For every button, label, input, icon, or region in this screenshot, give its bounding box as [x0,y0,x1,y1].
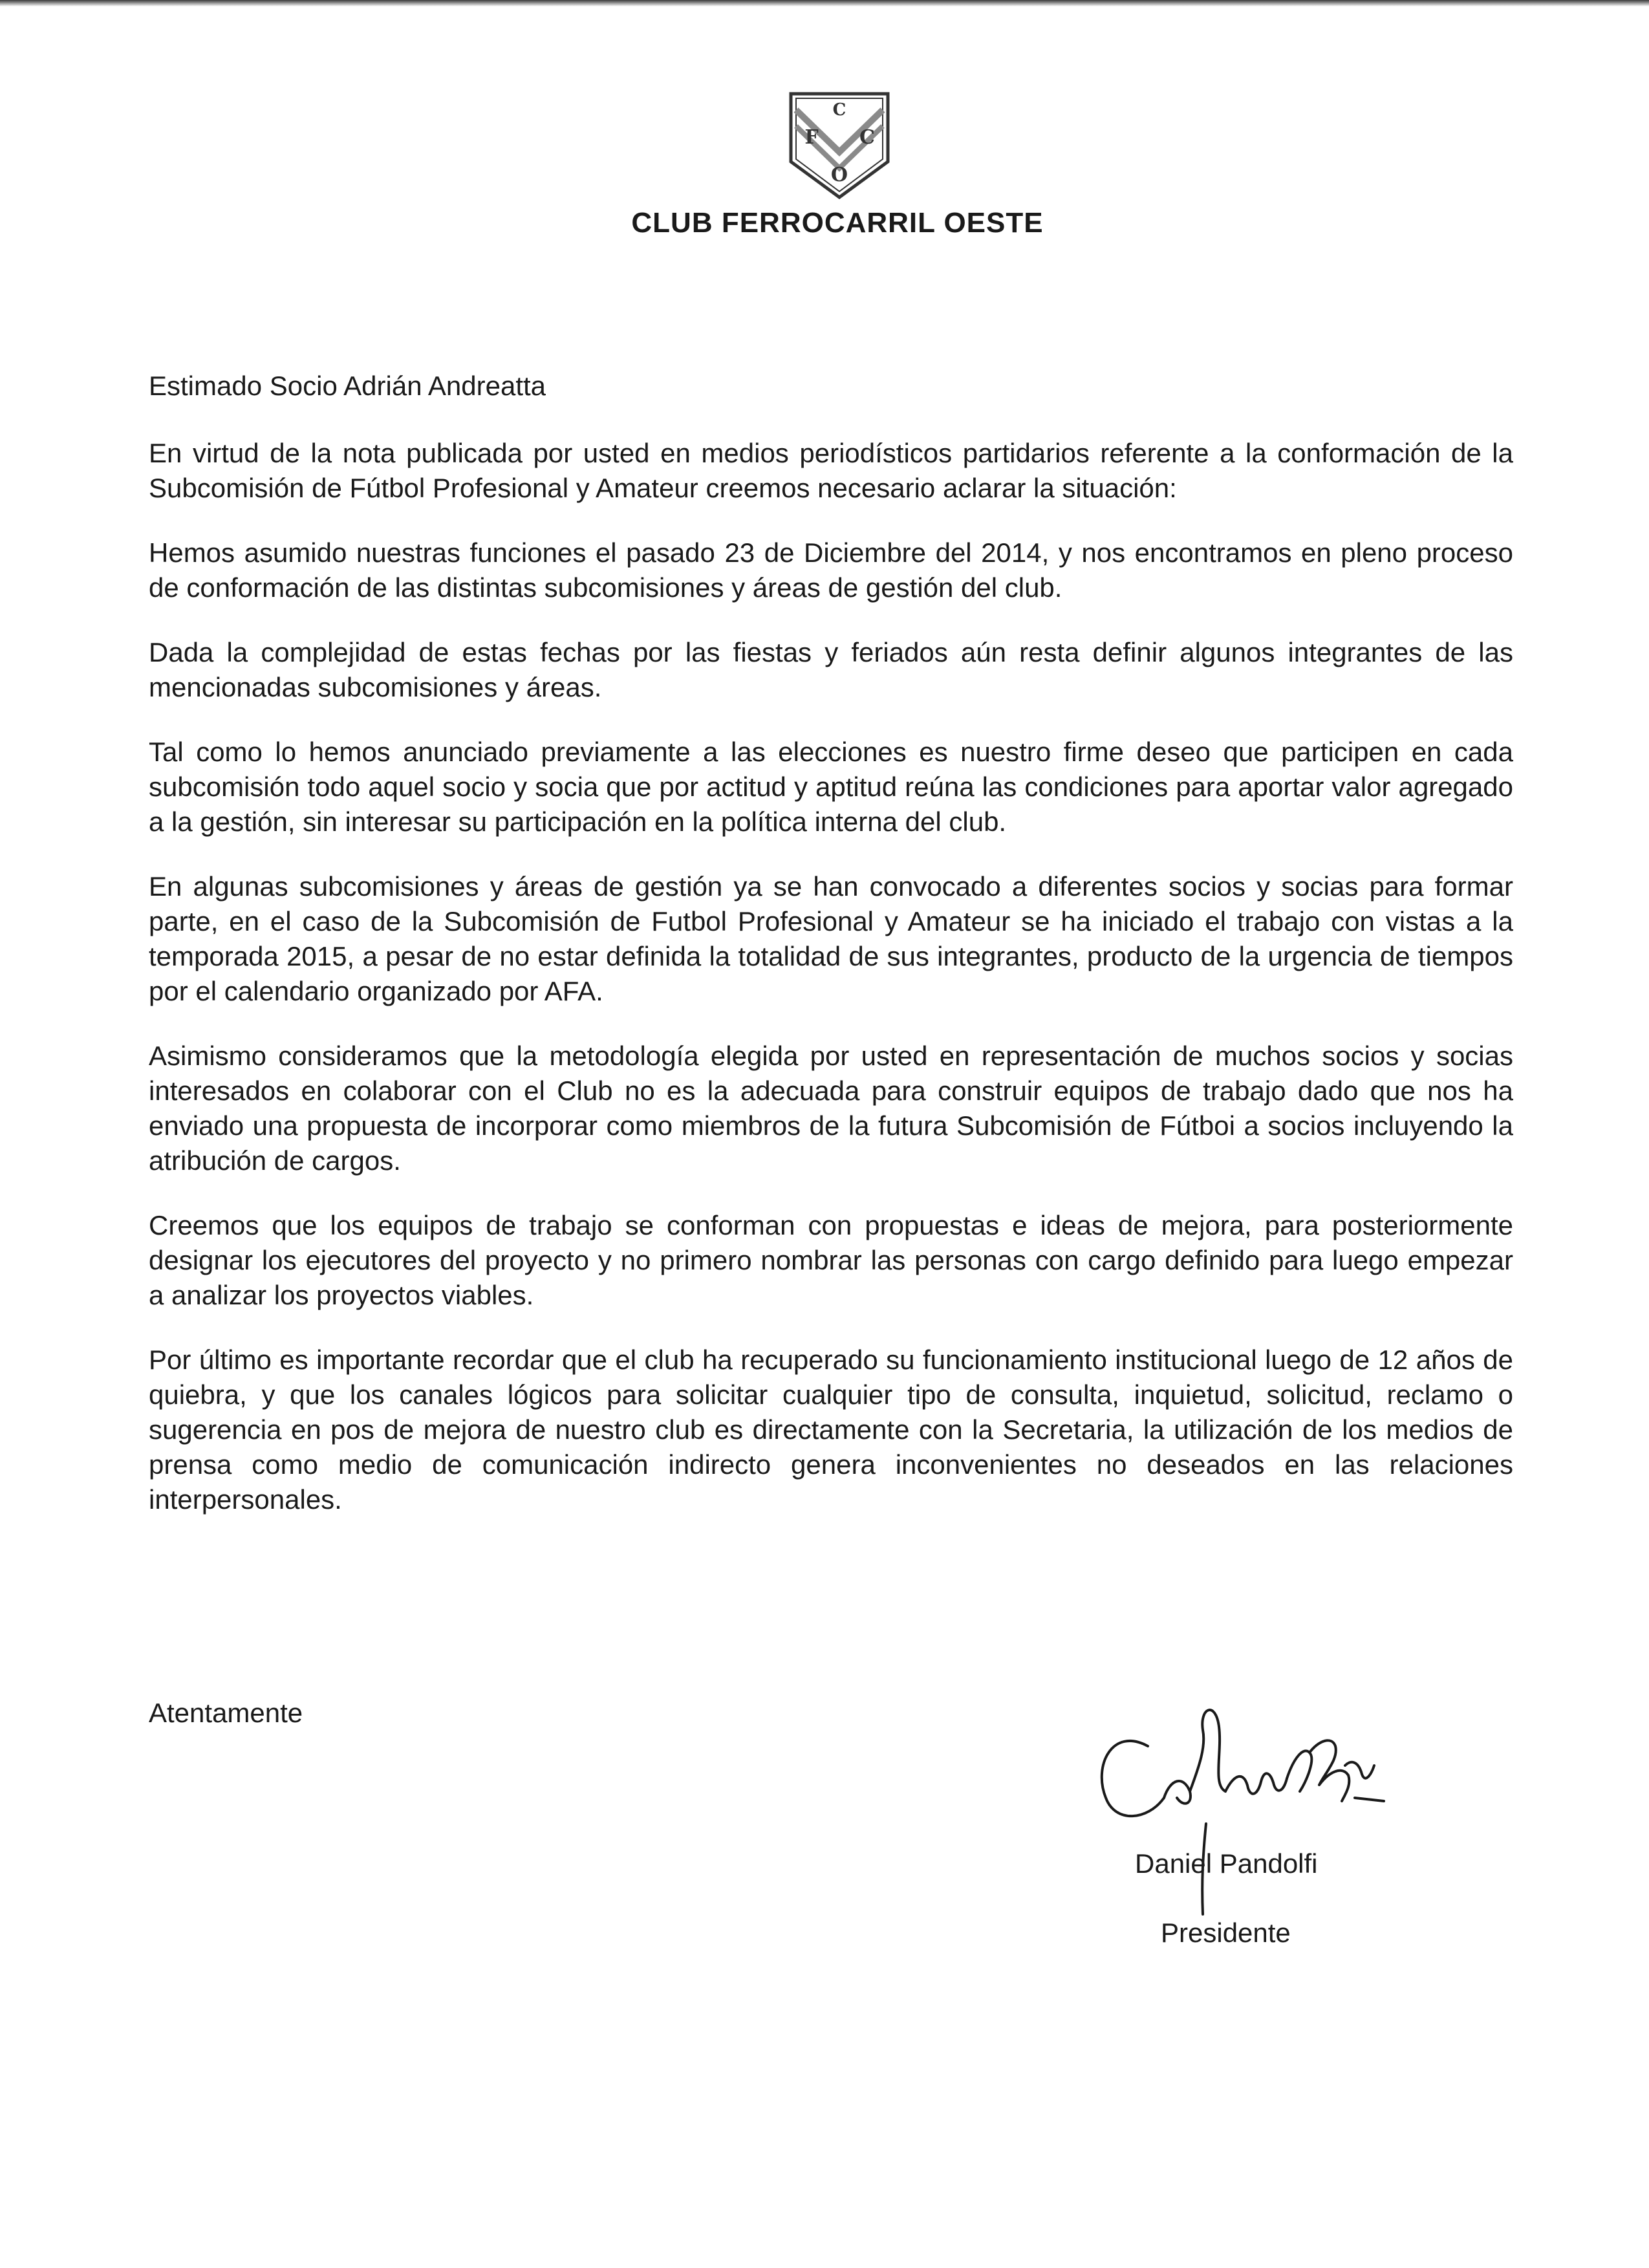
letter-paragraph: Hemos asumido nuestras funciones el pasado 23 de Diciembre del 2014, y nos encontramos en pleno proceso de conformación de las distintas subcomisiones y áreas de gestión del club. [149,537,1513,603]
crest-letter-bottom: O [830,164,848,186]
letter-greeting: Estimado Socio Adrián Andreatta [149,371,546,401]
scan-edge [0,0,1649,6]
letter-paragraph: En algunas subcomisiones y áreas de gestión ya se han convocado a diferentes socios y socias para formar parte, en el caso de la Subcomisión de Futbol Profesional y Amateur se ha iniciado el trabajo con vistas a la temporada 2015, a pesar de no estar definida la totalidad de sus integrantes, producto de la urgencia de tiempos por el calendario organizado por AFA. [149,871,1513,1006]
letter-paragraph: Creemos que los equipos de trabajo se conforman con propuestas e ideas de mejora, para posteriormente designar los ejecutores del proyecto y no primero nombrar las personas con cargo definido para luego empezar a analizar los proyectos viables. [149,1210,1513,1310]
letter-closing: Atentamente [149,1698,303,1728]
letter-paragraph: En virtud de la nota publicada por usted en medios periodísticos partidarios referente a la conformación de la Subcomisión de Fútbol Profesional y Amateur creemos necesario aclarar la situación: [149,438,1513,503]
letter-paragraph: Por último es importante recordar que el club ha recuperado su funcionamiento institucional luego de 12 años de quiebra, y que los canales lógicos para solicitar cualquier tipo de consulta, inquietud, solicitud, reclamo o sugerencia en pos de mejora de nuestro club es directamente con la Secretaria, la utilización de los medios de prensa como medio de comunicación indirecto genera inconvenientes no deseados en las relaciones interpersonales. [149,1345,1513,1515]
signer-role: Presidente [1161,1917,1291,1948]
letter-paragraph: Tal como lo hemos anunciado previamente a las elecciones es nuestro firme deseo que participen en cada subcomisión todo aquel socio y socia que por actitud y aptitud reúna las condiciones para aportar valor agregado a la gestión, sin interesar su participación en la política interna del club. [149,737,1513,837]
letter-body [149,369,1513,1547]
club-name-heading: CLUB FERROCARRIL OESTE [631,207,1044,239]
crest-letter-top: C [832,100,846,120]
club-crest-logo [784,91,894,200]
crest-letter-left: F [804,126,819,149]
handwritten-signature [1086,1669,1436,1927]
letter-paragraph: Asimismo consideramos que la metodología elegida por usted en representación de muchos socios y socias interesados en colaborar con el Club no es la adecuada para construir equipos de trabajo dado que nos ha enviado una propuesta de incorporar como miembros de la futura Subcomisión de Fútboi a socios incluyendo la atribución de cargos. [149,1041,1513,1176]
signer-name: Daniel Pandolfi [1135,1848,1318,1879]
crest-letter-right: C [859,126,875,149]
letter-paragraph: Dada la complejidad de estas fechas por las fiestas y feriados aún resta definir algunos integrantes de las mencionadas subcomisiones y áreas. [149,637,1513,702]
